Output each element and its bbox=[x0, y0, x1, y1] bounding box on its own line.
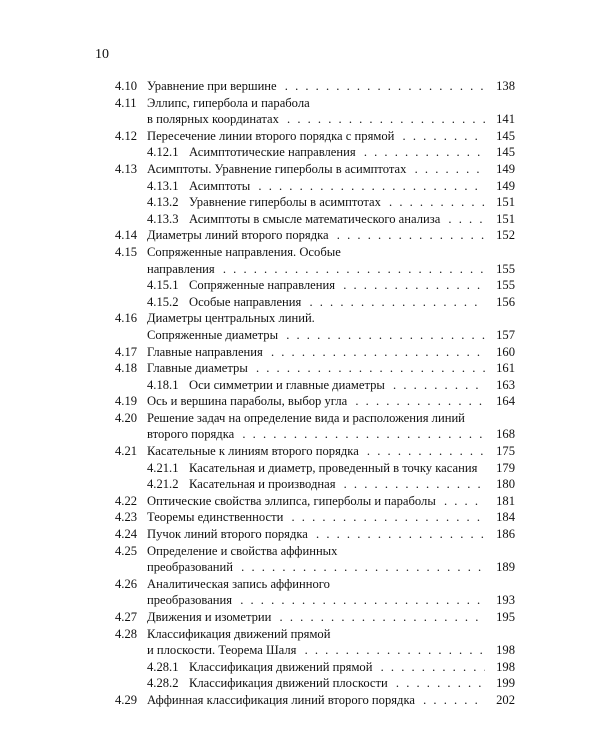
toc-entry-title-wrap bbox=[147, 509, 485, 526]
toc-entry-page: 145 bbox=[489, 128, 515, 145]
toc-entry-page: 168 bbox=[489, 426, 515, 443]
toc-entry-title-wrap bbox=[189, 675, 485, 692]
toc-entry-title: Пересечение линии второго порядка с прямой bbox=[147, 129, 397, 143]
toc-entry-title: Классификация движений плоскости bbox=[189, 676, 391, 690]
toc-entry-page: 186 bbox=[489, 526, 515, 543]
toc-entry bbox=[115, 460, 515, 477]
toc-entry-title: Уравнение при вершине bbox=[147, 79, 280, 93]
toc-entry-page: 202 bbox=[489, 692, 515, 709]
toc-entry-title-wrap bbox=[189, 178, 485, 195]
toc-entry-title: Асимптоты. Уравнение гиперболы в асимптотах bbox=[147, 162, 409, 176]
toc-entry-title: Классификация движений прямой bbox=[147, 627, 333, 641]
toc-entry-title: Сопряженные направления. Особые bbox=[147, 245, 344, 259]
toc-entry-page: 155 bbox=[489, 277, 515, 294]
toc-entry-number: 4.29 bbox=[115, 692, 138, 707]
toc-entry-title-wrap bbox=[147, 642, 485, 659]
toc-entry-title-wrap bbox=[189, 144, 485, 161]
toc-entry bbox=[115, 161, 515, 178]
toc-entry-number: 4.21.1 bbox=[147, 460, 179, 475]
toc-entry-number: 4.26 bbox=[115, 576, 138, 591]
toc-entry-number: 4.13.3 bbox=[147, 211, 179, 226]
toc-entry-title: Оси симметрии и главные диаметры bbox=[189, 378, 388, 392]
toc-entry-title-wrap bbox=[189, 277, 485, 294]
toc-entry-page: 189 bbox=[489, 559, 515, 576]
toc-entry-page: 179 bbox=[489, 460, 515, 477]
toc-entry-title-wrap bbox=[189, 211, 485, 228]
toc-entry-title: Диаметры центральных линий. bbox=[147, 311, 318, 325]
toc-entry bbox=[115, 294, 515, 311]
toc-entry-title: Касательные к линиям второго порядка bbox=[147, 444, 362, 458]
toc-entry bbox=[115, 261, 515, 278]
toc-entry bbox=[115, 559, 515, 576]
toc-entry bbox=[115, 426, 515, 443]
toc-entry bbox=[115, 675, 515, 692]
toc-entry bbox=[115, 95, 515, 112]
toc-entry-page: 138 bbox=[489, 78, 515, 95]
toc-entry-title-wrap bbox=[147, 78, 485, 95]
toc-entry bbox=[115, 443, 515, 460]
toc-entry-number: 4.22 bbox=[115, 493, 138, 508]
toc-entry-title: Особые направления bbox=[189, 295, 304, 309]
toc-entry-number: 4.11 bbox=[115, 95, 137, 110]
toc-entry bbox=[115, 493, 515, 510]
toc-entry-number: 4.28.1 bbox=[147, 659, 179, 674]
toc-entry-title: Асимптоты в смысле математического анализа bbox=[189, 212, 443, 226]
toc-entry-number: 4.18.1 bbox=[147, 377, 179, 392]
toc-entry bbox=[115, 277, 515, 294]
toc-entry bbox=[115, 609, 515, 626]
toc-entry bbox=[115, 592, 515, 609]
toc-entry bbox=[115, 393, 515, 410]
toc-entry-number: 4.19 bbox=[115, 394, 138, 409]
toc-entry-title-wrap bbox=[189, 377, 485, 394]
toc-entry-page: 198 bbox=[489, 642, 515, 659]
toc-entry-number: 4.15 bbox=[115, 244, 138, 259]
toc-entry-title: Теоремы единственности bbox=[147, 510, 286, 524]
toc-entry-number: 4.17 bbox=[115, 344, 138, 359]
toc-entry-number: 4.23 bbox=[115, 510, 138, 525]
toc-entry-page: 181 bbox=[489, 493, 515, 510]
toc-entry-title-wrap bbox=[189, 476, 485, 493]
toc-entry bbox=[115, 659, 515, 676]
toc-entry-title: Движения и изометрии bbox=[147, 610, 274, 624]
toc-entry bbox=[115, 576, 515, 593]
toc-entry bbox=[115, 476, 515, 493]
toc-entry-title-wrap bbox=[147, 227, 485, 244]
toc-entry-title: Классификация движений прямой bbox=[189, 660, 375, 674]
toc-entry-title: преобразований bbox=[147, 560, 236, 574]
toc-entry-title: Решение задач на определение вида и расположения линий bbox=[147, 411, 468, 425]
toc-entry bbox=[115, 194, 515, 211]
toc-entry-page: 175 bbox=[489, 443, 515, 460]
toc-entry bbox=[115, 509, 515, 526]
toc-entry-title: Асимптотические направления bbox=[189, 145, 359, 159]
toc-entry-title: Пучок линий второго порядка bbox=[147, 527, 311, 541]
toc-entry-page: 195 bbox=[489, 609, 515, 626]
toc-entry-title-wrap bbox=[147, 526, 485, 543]
toc-entry-title: Ось и вершина параболы, выбор угла bbox=[147, 394, 350, 408]
toc-entry-number: 4.27 bbox=[115, 610, 138, 624]
toc-entry-number: 4.13.1 bbox=[147, 178, 179, 193]
toc-entry bbox=[115, 642, 515, 659]
toc-entry-title-wrap bbox=[147, 111, 485, 128]
toc-entry-title: Касательная и производная bbox=[189, 477, 338, 491]
toc-entry bbox=[115, 692, 515, 709]
toc-entry-page: 151 bbox=[489, 211, 515, 228]
toc-entry bbox=[115, 377, 515, 394]
toc-entry-number: 4.21.2 bbox=[147, 477, 179, 492]
toc-entry-title-wrap bbox=[147, 410, 515, 427]
toc-entry-page: 141 bbox=[489, 111, 515, 128]
toc-entry-number: 4.28 bbox=[115, 626, 138, 641]
toc-entry-title: Сопряженные диаметры bbox=[147, 328, 281, 342]
toc-entry-page: 193 bbox=[489, 592, 515, 609]
toc-entry-title: Главные направления bbox=[147, 345, 266, 359]
toc-entry-page: 199 bbox=[489, 675, 515, 692]
toc-entry-number: 4.20 bbox=[115, 410, 138, 425]
toc-entry-page: 198 bbox=[489, 659, 515, 676]
toc-entry-title: Асимптоты bbox=[189, 179, 253, 193]
toc-entry-page: 163 bbox=[489, 377, 515, 394]
toc-entry-number: 4.25 bbox=[115, 543, 138, 558]
toc-entry-number: 4.21 bbox=[115, 444, 138, 459]
toc-entry-title-wrap bbox=[189, 659, 485, 676]
toc-entry-title: и плоскости. Теорема Шаля bbox=[147, 643, 299, 657]
toc-entry bbox=[115, 178, 515, 195]
toc-entry-page: 149 bbox=[489, 178, 515, 195]
toc-entry-page: 161 bbox=[489, 360, 515, 377]
toc-entry-page: 164 bbox=[489, 393, 515, 410]
toc-entry-number: 4.18 bbox=[115, 361, 138, 376]
page-number: 10 bbox=[95, 47, 109, 62]
toc-entry-title: Определение и свойства аффинных bbox=[147, 544, 340, 558]
toc-entry-title: Аналитическая запись аффинного bbox=[147, 577, 333, 591]
toc-entry-title-wrap bbox=[147, 443, 485, 460]
toc-entry-page: 180 bbox=[489, 476, 515, 493]
toc-entry-title-wrap bbox=[147, 310, 515, 327]
toc-entry-title-wrap bbox=[147, 95, 515, 112]
toc-entry-page: 149 bbox=[489, 161, 515, 178]
toc-entry bbox=[115, 626, 515, 643]
toc-entry-title-wrap bbox=[147, 626, 515, 643]
toc-entry-page: 151 bbox=[489, 194, 515, 211]
toc-entry-title-wrap bbox=[147, 244, 515, 261]
toc-entry-page: 156 bbox=[489, 294, 515, 311]
toc-entry-number: 4.14 bbox=[115, 228, 138, 243]
toc-entry-title-wrap bbox=[147, 592, 485, 609]
toc-entry-title-wrap bbox=[147, 261, 485, 278]
toc-entry bbox=[115, 144, 515, 161]
toc-entry-number: 4.12 bbox=[115, 128, 138, 143]
toc-entry-title: Касательная и диаметр, проведенный в точку касания bbox=[189, 461, 480, 475]
toc-entry-title-wrap bbox=[147, 344, 485, 361]
toc-entry bbox=[115, 310, 515, 327]
toc-entry-title-wrap bbox=[147, 559, 485, 576]
toc-entry bbox=[115, 111, 515, 128]
toc-entry bbox=[115, 410, 515, 427]
toc-entry-title-wrap bbox=[147, 426, 485, 443]
toc-entry bbox=[115, 526, 515, 543]
toc-entry-title-wrap bbox=[147, 576, 515, 593]
toc-entry-number: 4.15.1 bbox=[147, 278, 179, 293]
toc-entry-title: Сопряженные направления bbox=[189, 278, 338, 292]
toc-entry bbox=[115, 128, 515, 145]
toc-entry-title-wrap bbox=[147, 327, 485, 344]
toc-entry-title: направления bbox=[147, 262, 218, 276]
toc-entry-title: преобразования bbox=[147, 593, 235, 607]
toc-entry-number: 4.16 bbox=[115, 311, 138, 326]
toc-entry bbox=[115, 543, 515, 560]
toc-entry bbox=[115, 327, 515, 344]
toc-entry-page: 152 bbox=[489, 227, 515, 244]
toc-entry bbox=[115, 244, 515, 261]
toc-entry bbox=[115, 227, 515, 244]
toc-entry-title-wrap bbox=[147, 493, 485, 510]
toc-entry-title-wrap bbox=[147, 609, 485, 626]
toc-entry-page: 157 bbox=[489, 327, 515, 344]
toc-entry-number: 4.13 bbox=[115, 161, 138, 176]
toc-entry-title-wrap bbox=[147, 161, 485, 178]
toc-entry-number: 4.10 bbox=[115, 79, 138, 93]
toc-entry-number: 4.24 bbox=[115, 527, 138, 542]
toc-entry bbox=[115, 78, 515, 95]
toc-entry-title: второго порядка bbox=[147, 427, 237, 441]
toc-entry-number: 4.28.2 bbox=[147, 676, 179, 691]
toc-entry-title: Эллипс, гипербола и парабола bbox=[147, 96, 313, 110]
toc-entry-number: 4.13.2 bbox=[147, 195, 179, 210]
toc-entry-page: 184 bbox=[489, 509, 515, 526]
toc-entry-title-wrap bbox=[147, 393, 485, 410]
toc-entry-title-wrap bbox=[147, 360, 485, 377]
toc-entry-title: Уравнение гиперболы в асимптотах bbox=[189, 195, 384, 209]
toc-entry bbox=[115, 211, 515, 228]
toc-entry-title: в полярных координатах bbox=[147, 112, 282, 126]
toc-entry-title: Диаметры линий второго порядка bbox=[147, 228, 332, 242]
table-of-contents bbox=[115, 78, 515, 709]
toc-entry bbox=[115, 360, 515, 377]
toc-entry-title-wrap bbox=[147, 692, 485, 709]
toc-entry-title-wrap bbox=[147, 128, 485, 145]
toc-entry-title-wrap bbox=[189, 194, 485, 211]
toc-entry-page: 145 bbox=[489, 144, 515, 161]
toc-entry-title-wrap bbox=[189, 294, 485, 311]
toc-entry-title-wrap bbox=[189, 460, 485, 477]
toc-entry bbox=[115, 344, 515, 361]
toc-entry-title-wrap bbox=[147, 543, 515, 560]
toc-entry-page: 155 bbox=[489, 261, 515, 278]
toc-entry-title: Оптические свойства эллипса, гиперболы и параболы bbox=[147, 494, 439, 508]
toc-entry-title: Аффинная классификация линий второго порядка bbox=[147, 693, 418, 707]
toc-entry-number: 4.15.2 bbox=[147, 294, 179, 309]
toc-entry-title: Главные диаметры bbox=[147, 361, 251, 375]
toc-entry-page: 160 bbox=[489, 344, 515, 361]
toc-entry-number: 4.12.1 bbox=[147, 145, 179, 160]
